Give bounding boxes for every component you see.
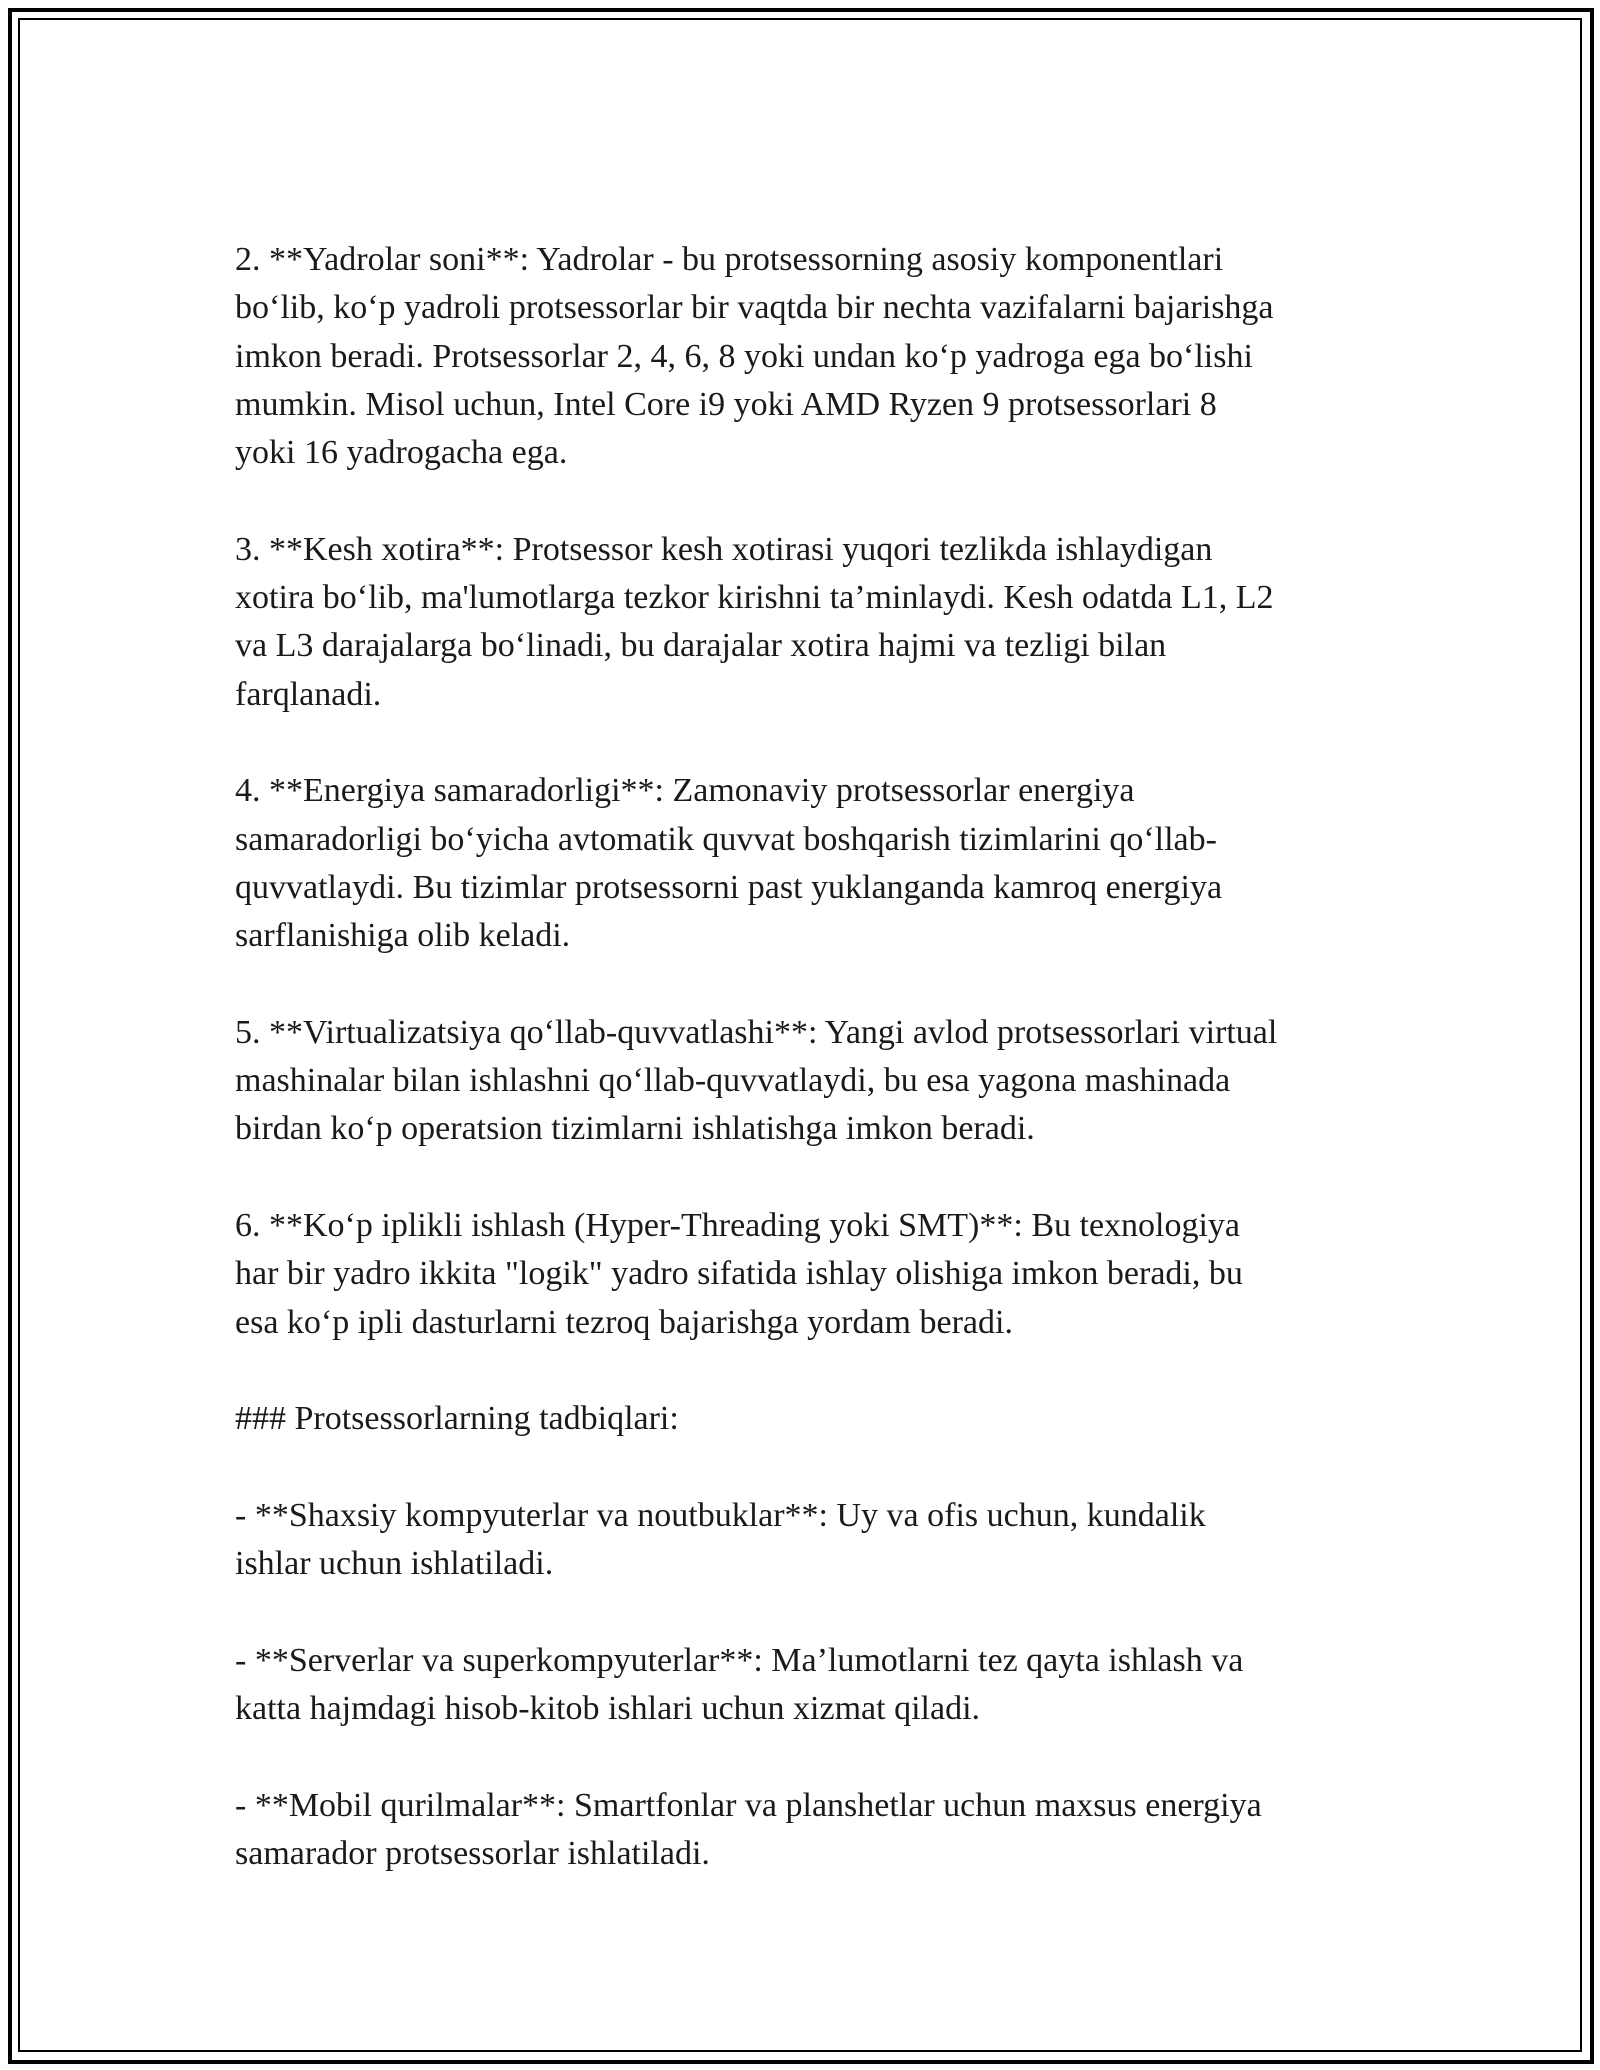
- paragraph-yadrolar-soni: [235, 236, 1395, 477]
- text-line: - **Shaxsiy kompyuterlar va noutbuklar**: Uy va ofis uchun, kundalik: [235, 1496, 1206, 1534]
- list-item-serverlar: [235, 1637, 1395, 1734]
- text-line: quvvatlaydi. Bu tizimlar protsessorni past yuklanganda kamroq energiya: [235, 868, 1223, 906]
- list-item-mobil-qurilmalar: [235, 1782, 1395, 1879]
- list-item-shaxsiy-kompyuterlar: [235, 1492, 1395, 1589]
- text-line: mumkin. Misol uchun, Intel Core i9 yoki AMD Ryzen 9 protsessorlari 8: [235, 385, 1217, 423]
- text-line: ishlar uchun ishlatiladi.: [235, 1545, 554, 1583]
- text-line: 5. **Virtualizatsiya qo‘llab-quvvatlashi**: Yangi avlod protsessorlari virtual: [235, 1013, 1278, 1051]
- section-heading: [235, 1395, 1395, 1443]
- text-line: ### Protsessorlarning tadbiqlari:: [235, 1400, 679, 1438]
- text-line: mashinalar bilan ishlashni qo‘llab-quvvatlaydi, bu esa yagona mashinada: [235, 1062, 1231, 1100]
- paragraph-kop-iplikli: [235, 1202, 1395, 1347]
- text-line: va L3 darajalarga bo‘linadi, bu darajalar xotira hajmi va tezligi bilan: [235, 627, 1167, 665]
- text-line: - **Mobil qurilmalar**: Smartfonlar va planshetlar uchun maxsus energiya: [235, 1786, 1262, 1824]
- text-line: - **Serverlar va superkompyuterlar**: Ma’lumotlarni tez qayta ishlash va: [235, 1641, 1244, 1679]
- text-line: imkon beradi. Protsessorlar 2, 4, 6, 8 yoki undan ko‘p yadroga ega bo‘lishi: [235, 337, 1253, 375]
- text-line: samarador protsessorlar ishlatiladi.: [235, 1834, 710, 1872]
- text-line: farqlanadi.: [235, 675, 382, 713]
- paragraph-energiya-samaradorligi: [235, 767, 1395, 960]
- text-line: esa ko‘p ipli dasturlarni tezroq bajarishga yordam beradi.: [235, 1303, 1013, 1341]
- text-line: bo‘lib, ko‘p yadroli protsessorlar bir vaqtda bir nechta vazifalarni bajarishga: [235, 289, 1274, 327]
- text-line: samaradorligi bo‘yicha avtomatik quvvat boshqarish tizimlarini qo‘llab-: [235, 820, 1217, 858]
- paragraph-kesh-xotira: [235, 526, 1395, 719]
- text-line: katta hajmdagi hisob-kitob ishlari uchun xizmat qiladi.: [235, 1689, 981, 1727]
- text-line: xotira bo‘lib, ma'lumotlarga tezkor kirishni ta’minlaydi. Kesh odatda L1, L2: [235, 579, 1274, 617]
- text-line: 2. **Yadrolar soni**: Yadrolar - bu protsessorning asosiy komponentlari: [235, 241, 1224, 278]
- text-line: sarflanishiga olib keladi.: [235, 917, 571, 955]
- text-line: 6. **Ko‘p iplikli ishlash (Hyper-Threading yoki SMT)**: Bu texnologiya: [235, 1206, 1241, 1244]
- text-line: har bir yadro ikkita "logik" yadro sifatida ishlay olishiga imkon beradi, bu: [235, 1255, 1243, 1293]
- document-body: [235, 236, 1395, 1878]
- text-line: 4. **Energiya samaradorligi**: Zamonaviy protsessorlar energiya: [235, 772, 1135, 810]
- text-line: 3. **Kesh xotira**: Protsessor kesh xotirasi yuqori tezlikda ishlaydigan: [235, 530, 1213, 568]
- text-line: yoki 16 yadrogacha ega.: [235, 434, 568, 472]
- text-line: birdan ko‘p operatsion tizimlarni ishlatishga imkon beradi.: [235, 1110, 1035, 1148]
- paragraph-virtualizatsiya: [235, 1009, 1395, 1154]
